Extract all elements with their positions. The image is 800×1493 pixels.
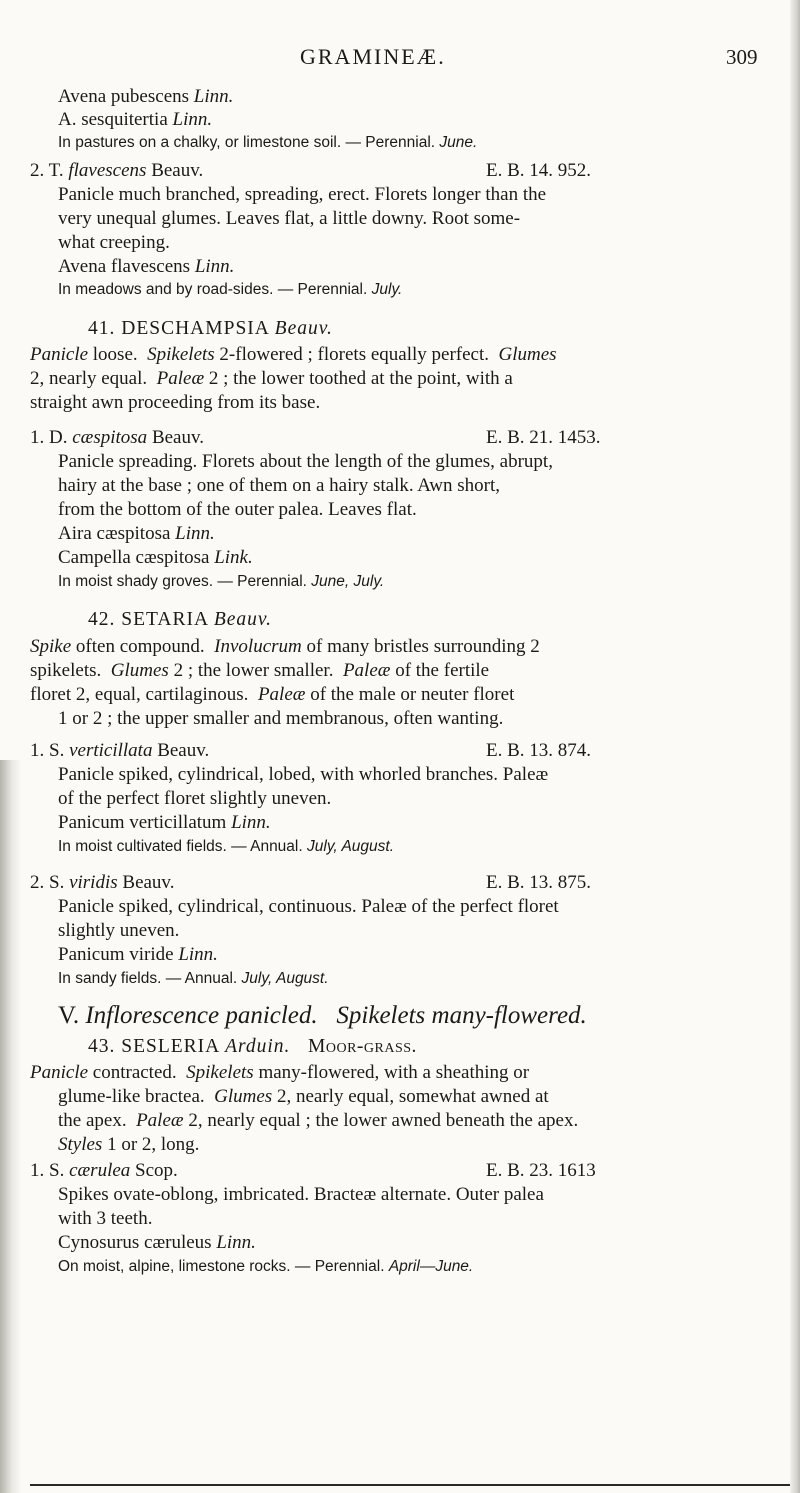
genus-description-line: Panicle loose. Spikelets 2-flowered ; florets equally perfect. Glumes xyxy=(30,344,557,365)
genus-description-line: Styles 1 or 2, long. xyxy=(58,1134,200,1155)
flowering-months: July, August. xyxy=(307,838,395,855)
description-line: of the perfect floret slightly uneven. xyxy=(58,788,332,809)
section-title-a: Inflorescence panicled. xyxy=(85,1002,318,1029)
page-edge-right xyxy=(790,0,800,1493)
genus-heading xyxy=(88,1036,417,1058)
synonym-line xyxy=(58,86,233,108)
term: Paleæ xyxy=(136,1110,184,1131)
genus-number: 43. xyxy=(88,1036,116,1057)
species-name: cæspitosa xyxy=(72,427,148,448)
habitat-text: In moist shady groves. — Perennial. xyxy=(58,573,307,590)
habitat-line xyxy=(58,134,477,152)
synonym-name: Panicum verticillatum xyxy=(58,812,227,833)
species-heading xyxy=(30,740,209,762)
synonym-line xyxy=(58,256,234,278)
species-author: Scop. xyxy=(135,1160,178,1181)
habitat-line xyxy=(58,573,384,591)
species-name: viridis xyxy=(69,872,118,893)
flowering-months: June, July. xyxy=(311,573,385,590)
page-edge-bottom xyxy=(30,1484,790,1486)
habitat-line xyxy=(58,970,329,988)
synonym-line xyxy=(58,523,215,545)
term: Paleæ xyxy=(342,660,391,681)
description-line: Panicle spiked, cylindrical, continuous. Paleæ of the perfect floret xyxy=(58,896,559,917)
synonym-name: Campella cæspitosa xyxy=(58,547,210,568)
synonym-author: Link. xyxy=(214,547,253,568)
habitat-text: In pastures on a chalky, or limestone soil. — Perennial. xyxy=(58,134,436,151)
term: Styles xyxy=(58,1134,103,1155)
genus-author: Beauv. xyxy=(274,318,333,339)
habitat-line xyxy=(58,1258,473,1276)
synonym-author: Linn. xyxy=(193,86,234,107)
genus-description-line: floret 2, equal, cartilaginous. Paleæ of the male or neuter floret xyxy=(30,684,515,705)
english-botany-ref: E. B. 21. 1453. xyxy=(486,427,601,448)
synonym-author: Linn. xyxy=(194,256,235,277)
synonym-name: Panicum viride xyxy=(58,944,174,965)
term: Spikelets xyxy=(186,1062,254,1083)
species-name: cærulea xyxy=(69,1160,131,1181)
species-name: verticillata xyxy=(69,740,153,761)
synonym-name: Aira cæspitosa xyxy=(58,523,171,544)
genus-description-line: 2, nearly equal. Paleæ 2 ; the lower toothed at the point, with a xyxy=(30,368,513,389)
synonym-author: Linn. xyxy=(172,109,213,130)
section-number: V. xyxy=(58,1002,80,1029)
description-line: Spikes ovate-oblong, imbricated. Bracteæ alternate. Outer palea xyxy=(58,1184,544,1205)
synonym-name: Avena pubescens xyxy=(58,86,190,107)
term: Paleæ xyxy=(257,684,306,705)
genus-description-line: Spike often compound. Involucrum of many bristles surrounding 2 xyxy=(30,636,540,657)
species-number: 1. S. xyxy=(30,740,65,761)
description-line: what creeping. xyxy=(58,232,170,253)
description-line: with 3 teeth. xyxy=(58,1208,153,1229)
synonym-author: Linn. xyxy=(178,944,218,965)
term: Glumes xyxy=(214,1086,273,1107)
genus-name: SETARIA xyxy=(121,609,208,630)
term: Panicle xyxy=(30,1062,89,1083)
genus-author: Arduin. xyxy=(225,1036,291,1057)
description-line: Panicle spreading. Florets about the length of the glumes, abrupt, xyxy=(58,451,553,472)
common-name: Moor-grass. xyxy=(308,1036,417,1057)
genus-author: Beauv. xyxy=(213,609,272,630)
english-botany-ref: E. B. 13. 874. xyxy=(486,740,592,761)
genus-description-line: the apex. Paleæ 2, nearly equal ; the lower awned beneath the apex. xyxy=(58,1110,579,1131)
description-line: very unequal glumes. Leaves flat, a little downy. Root some- xyxy=(58,208,521,229)
term: Glumes xyxy=(498,344,557,365)
section-title-b: Spikelets many-flowered. xyxy=(336,1002,587,1029)
habitat-line xyxy=(58,281,402,299)
english-botany-ref: E. B. 23. 1613 xyxy=(486,1160,596,1181)
genus-heading xyxy=(88,318,333,340)
species-heading xyxy=(30,427,204,449)
flowering-months: July. xyxy=(371,281,403,298)
term: Panicle xyxy=(30,344,89,365)
genus-heading xyxy=(88,609,272,631)
habitat-line xyxy=(58,838,394,856)
term: Spike xyxy=(30,636,72,657)
habitat-text: In moist cultivated fields. — Annual. xyxy=(58,838,303,855)
english-botany-ref: E. B. 14. 952. xyxy=(486,160,592,181)
synonym-line xyxy=(58,547,253,569)
species-number: 1. S. xyxy=(30,1160,65,1181)
running-title: GRAMINEÆ. xyxy=(300,44,446,69)
species-author: Beauv. xyxy=(151,160,204,181)
genus-number: 41. xyxy=(88,318,116,339)
species-author: Beauv. xyxy=(122,872,175,893)
genus-number: 42. xyxy=(88,609,116,630)
synonym-author: Linn. xyxy=(231,812,271,833)
flowering-months: April—June. xyxy=(388,1258,474,1275)
genus-description-line: glume-like bractea. Glumes 2, nearly equal, somewhat awned at xyxy=(58,1086,549,1107)
species-author: Beauv. xyxy=(151,427,204,448)
habitat-text: In meadows and by road-sides. — Perennial. xyxy=(58,281,368,298)
genus-description-line: Panicle contracted. Spikelets many-flowered, with a sheathing or xyxy=(30,1062,530,1083)
flowering-months: June. xyxy=(439,134,478,151)
english-botany-ref: E. B. 13. 875. xyxy=(486,872,592,893)
term: Involucrum xyxy=(214,636,302,657)
description-line: slightly uneven. xyxy=(58,920,180,941)
synonym-name: Cynosurus cæruleus xyxy=(58,1232,212,1253)
synonym-line xyxy=(58,109,212,131)
species-number: 1. D. xyxy=(30,427,68,448)
genus-name: SESLERIA xyxy=(121,1036,220,1057)
section-heading xyxy=(58,1002,587,1030)
term: Paleæ xyxy=(156,368,205,389)
term: Spikelets xyxy=(147,344,215,365)
genus-description-line: 1 or 2 ; the upper smaller and membranous, often wanting. xyxy=(58,708,504,729)
page-edge-left-shadow xyxy=(0,760,22,1493)
species-author: Beauv. xyxy=(157,740,210,761)
genus-name: DESCHAMPSIA xyxy=(121,318,269,339)
genus-description-line: spikelets. Glumes 2 ; the lower smaller. Paleæ of the fertile xyxy=(30,660,490,681)
synonym-line xyxy=(58,944,218,966)
habitat-text: On moist, alpine, limestone rocks. — Perennial. xyxy=(58,1258,385,1275)
page-number: 309 xyxy=(726,45,758,69)
species-heading xyxy=(30,872,174,894)
habitat-text: In sandy fields. — Annual. xyxy=(58,970,238,987)
description-line: hairy at the base ; one of them on a hairy stalk. Awn short, xyxy=(58,475,501,496)
species-heading xyxy=(30,1160,178,1182)
synonym-line xyxy=(58,1232,256,1254)
species-number: 2. S. xyxy=(30,872,65,893)
species-name: flavescens xyxy=(68,160,147,181)
description-line: Panicle much branched, spreading, erect. Florets longer than the xyxy=(58,184,547,205)
description-line: from the bottom of the outer palea. Leaves flat. xyxy=(58,499,417,520)
species-number: 2. T. xyxy=(30,160,64,181)
species-heading xyxy=(30,160,203,182)
synonym-author: Linn. xyxy=(175,523,215,544)
synonym-name: Avena flavescens xyxy=(58,256,191,277)
description-line: Panicle spiked, cylindrical, lobed, with whorled branches. Paleæ xyxy=(58,764,549,785)
synonym-name: A. sesquitertia xyxy=(58,109,168,130)
genus-description-line: straight awn proceeding from its base. xyxy=(30,392,321,413)
term: Glumes xyxy=(110,660,169,681)
synonym-author: Linn. xyxy=(216,1232,256,1253)
flowering-months: July, August. xyxy=(241,970,329,987)
synonym-line xyxy=(58,812,271,834)
